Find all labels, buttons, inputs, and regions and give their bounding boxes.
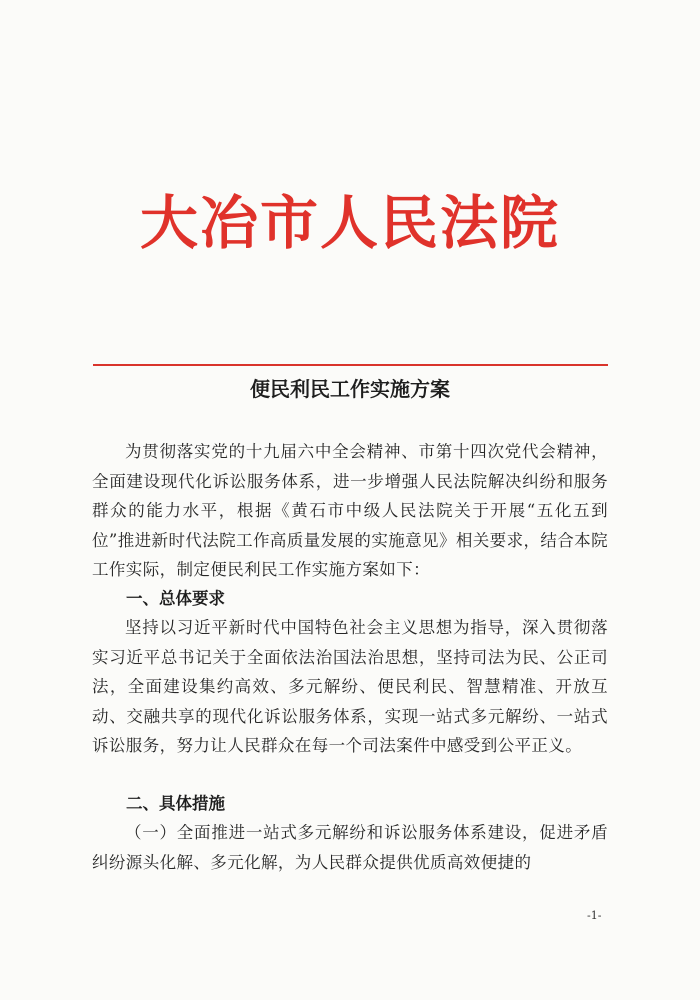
section-heading-2: 二、具体措施	[126, 794, 225, 813]
section-paragraph-1	[92, 613, 608, 761]
issuer-header: 大冶市人民法院	[139, 189, 560, 257]
intro-paragraph	[92, 437, 608, 585]
section-text-1: 坚持以习近平新时代中国特色社会主义思想为指导，深入贯彻落实习近平总书记关于全面依法治国法治思想，坚持司法为民、公正司法，全面建设集约高效、多元解纷、便民利民、智慧精准、开放互动、交融共享的现代化诉讼服务体系，实现一站式多元解纷、一站式诉讼服务，努力让人民群众在每一个司法案件中感受到公平正义。	[92, 618, 608, 755]
section-paragraph-2	[92, 818, 608, 877]
section-text-2: （一）全面推进一站式多元解纷和诉讼服务体系建设，促进矛盾纠纷源头化解、多元化解，为人民群众提供优质高效便捷的	[92, 823, 608, 872]
page-number: -1-	[587, 909, 602, 922]
section-heading-1: 一、总体要求	[126, 589, 225, 608]
red-divider-line	[93, 364, 608, 366]
document-title: 便民利民工作实施方案	[250, 377, 450, 401]
intro-text: 为贯彻落实党的十九届六中全会精神、市第十四次党代会精神，全面建设现代化诉讼服务体系，进一步增强人民法院解决纠纷和服务群众的能力水平，根据《黄石市中级人民法院关于开展“五化五到位”推进新时代法院工作高质量发展的实施意见》相关要求，结合本院工作实际，制定便民利民工作实施方案如下：	[92, 442, 608, 579]
